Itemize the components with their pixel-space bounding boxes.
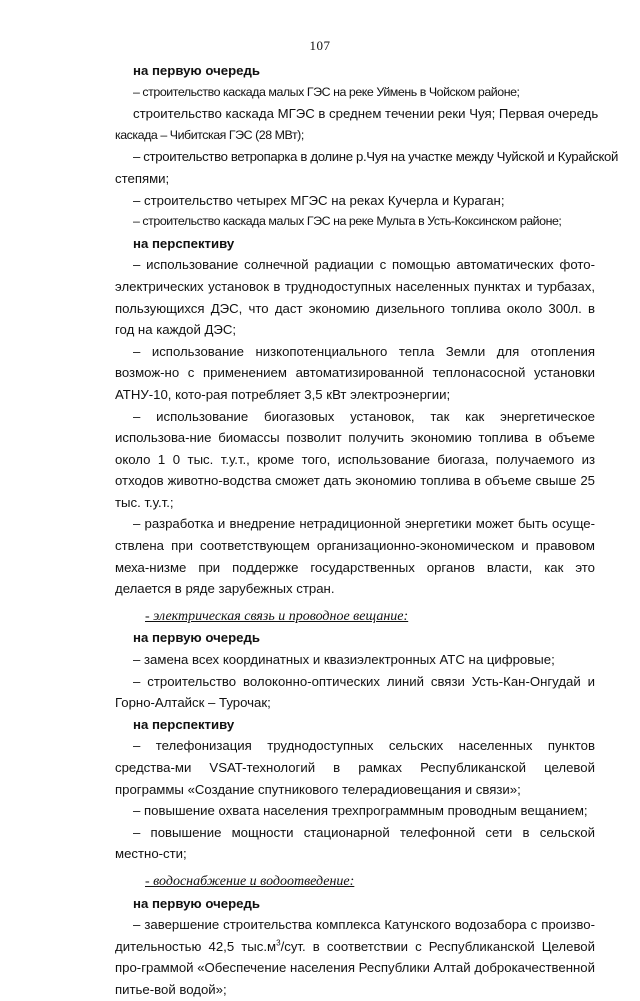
list-item: – строительство четырех МГЭС на реках Кучерла и Кураган; [133,192,505,208]
list-item: – замена всех координатных и квазиэлектронных АТС на цифровые; [133,652,555,668]
superscript-cubic: 3 [276,938,281,948]
subheading-prospect: на перспективу [133,235,235,251]
section-heading-communications: - электрическая связь и проводное вещание: [145,608,409,624]
list-item: – строительство ветропарка в долине р.Чуя на участке между Чуйской и Курайской [133,149,619,165]
paragraph: – использование низкопотенциального тепла Земли для отопления возмож-но с применением автоматизированной теплонасосной установки АТНУ-10, кото-рая потребляет 3,5 кВт электроэнергии; [115,343,595,402]
subheading-first-stage: на первую очередь [133,895,260,911]
paragraph-text: /сут. в соответствии с Республиканской Целевой про-граммой «Обеспечение населения Республики Алтай доброкачественной питье-вой водой»; [115,938,596,997]
paragraph: – разработка и внедрение нетрадиционной энергетики может быть осуще-ствлена при соответствующем организационно-экономическом и правовом меха-низме при поддержке государственных органов власти, как это делается в ряде зарубежных стран. [115,516,595,597]
list-item-continuation: степями; [115,170,170,186]
section-heading-water: - водоснабжение и водоотведение: [145,873,355,889]
paragraph: – повышение мощности стационарной телефонной сети в сельской местно-сти; [115,824,595,862]
list-item: – повышение охвата населения трехпрограммным проводным вещанием; [133,803,588,819]
paragraph: – использование солнечной радиации с помощью автоматических фото-электрических установок в труднодоступных населенных пунктах и турбазах, пользующихся ДЭС, что даст экономию дизельного топлива около 300л. в год на каждой ДЭС; [115,257,595,338]
paragraph-text: – завершение строительства комплекса Катунского водозабора с произво-дительностью 42,5 тыс.м [115,917,595,954]
paragraph-water-intake [115,914,595,1000]
subheading-prospect: на перспективу [133,716,235,732]
paragraph: – строительство волоконно-оптических линий связи Усть-Кан-Онгудай и Горно-Алтайск – Турочак; [115,673,595,711]
list-item: строительство каскада МГЭС в среднем течении реки Чуя; Первая очередь [133,106,599,122]
subheading-first-stage: на первую очередь [133,63,260,78]
paragraph: – телефонизация труднодоступных сельских населенных пунктов средства-ми VSAT-технологий в рамках Республиканской целевой программы «Создание спутникового телерадиовещания и связи»; [115,738,595,797]
list-item-continuation: каскада – Чибитская ГЭС (28 МВт); [115,127,304,142]
document-body [115,60,619,1001]
paragraph: – использование биогазовых установок, так как энергетическое использова-ние биомассы позволит получить экономию топлива в объеме около 1 0 тыс. т.у.т., кроме того, использование биогаза, получаемого из отходов животно-водства сможет дать экономию топлива в объеме свыше 25 тыс. т.у.т.; [115,408,595,510]
subheading-first-stage: на первую очередь [133,630,260,646]
page-number: 107 [309,38,331,53]
list-item: – строительство каскада малых ГЭС на реке Уймень в Чойском районе; [133,84,520,99]
list-item: – строительство каскада малых ГЭС на реке Мульта в Усть-Коксинском районе; [133,214,562,229]
